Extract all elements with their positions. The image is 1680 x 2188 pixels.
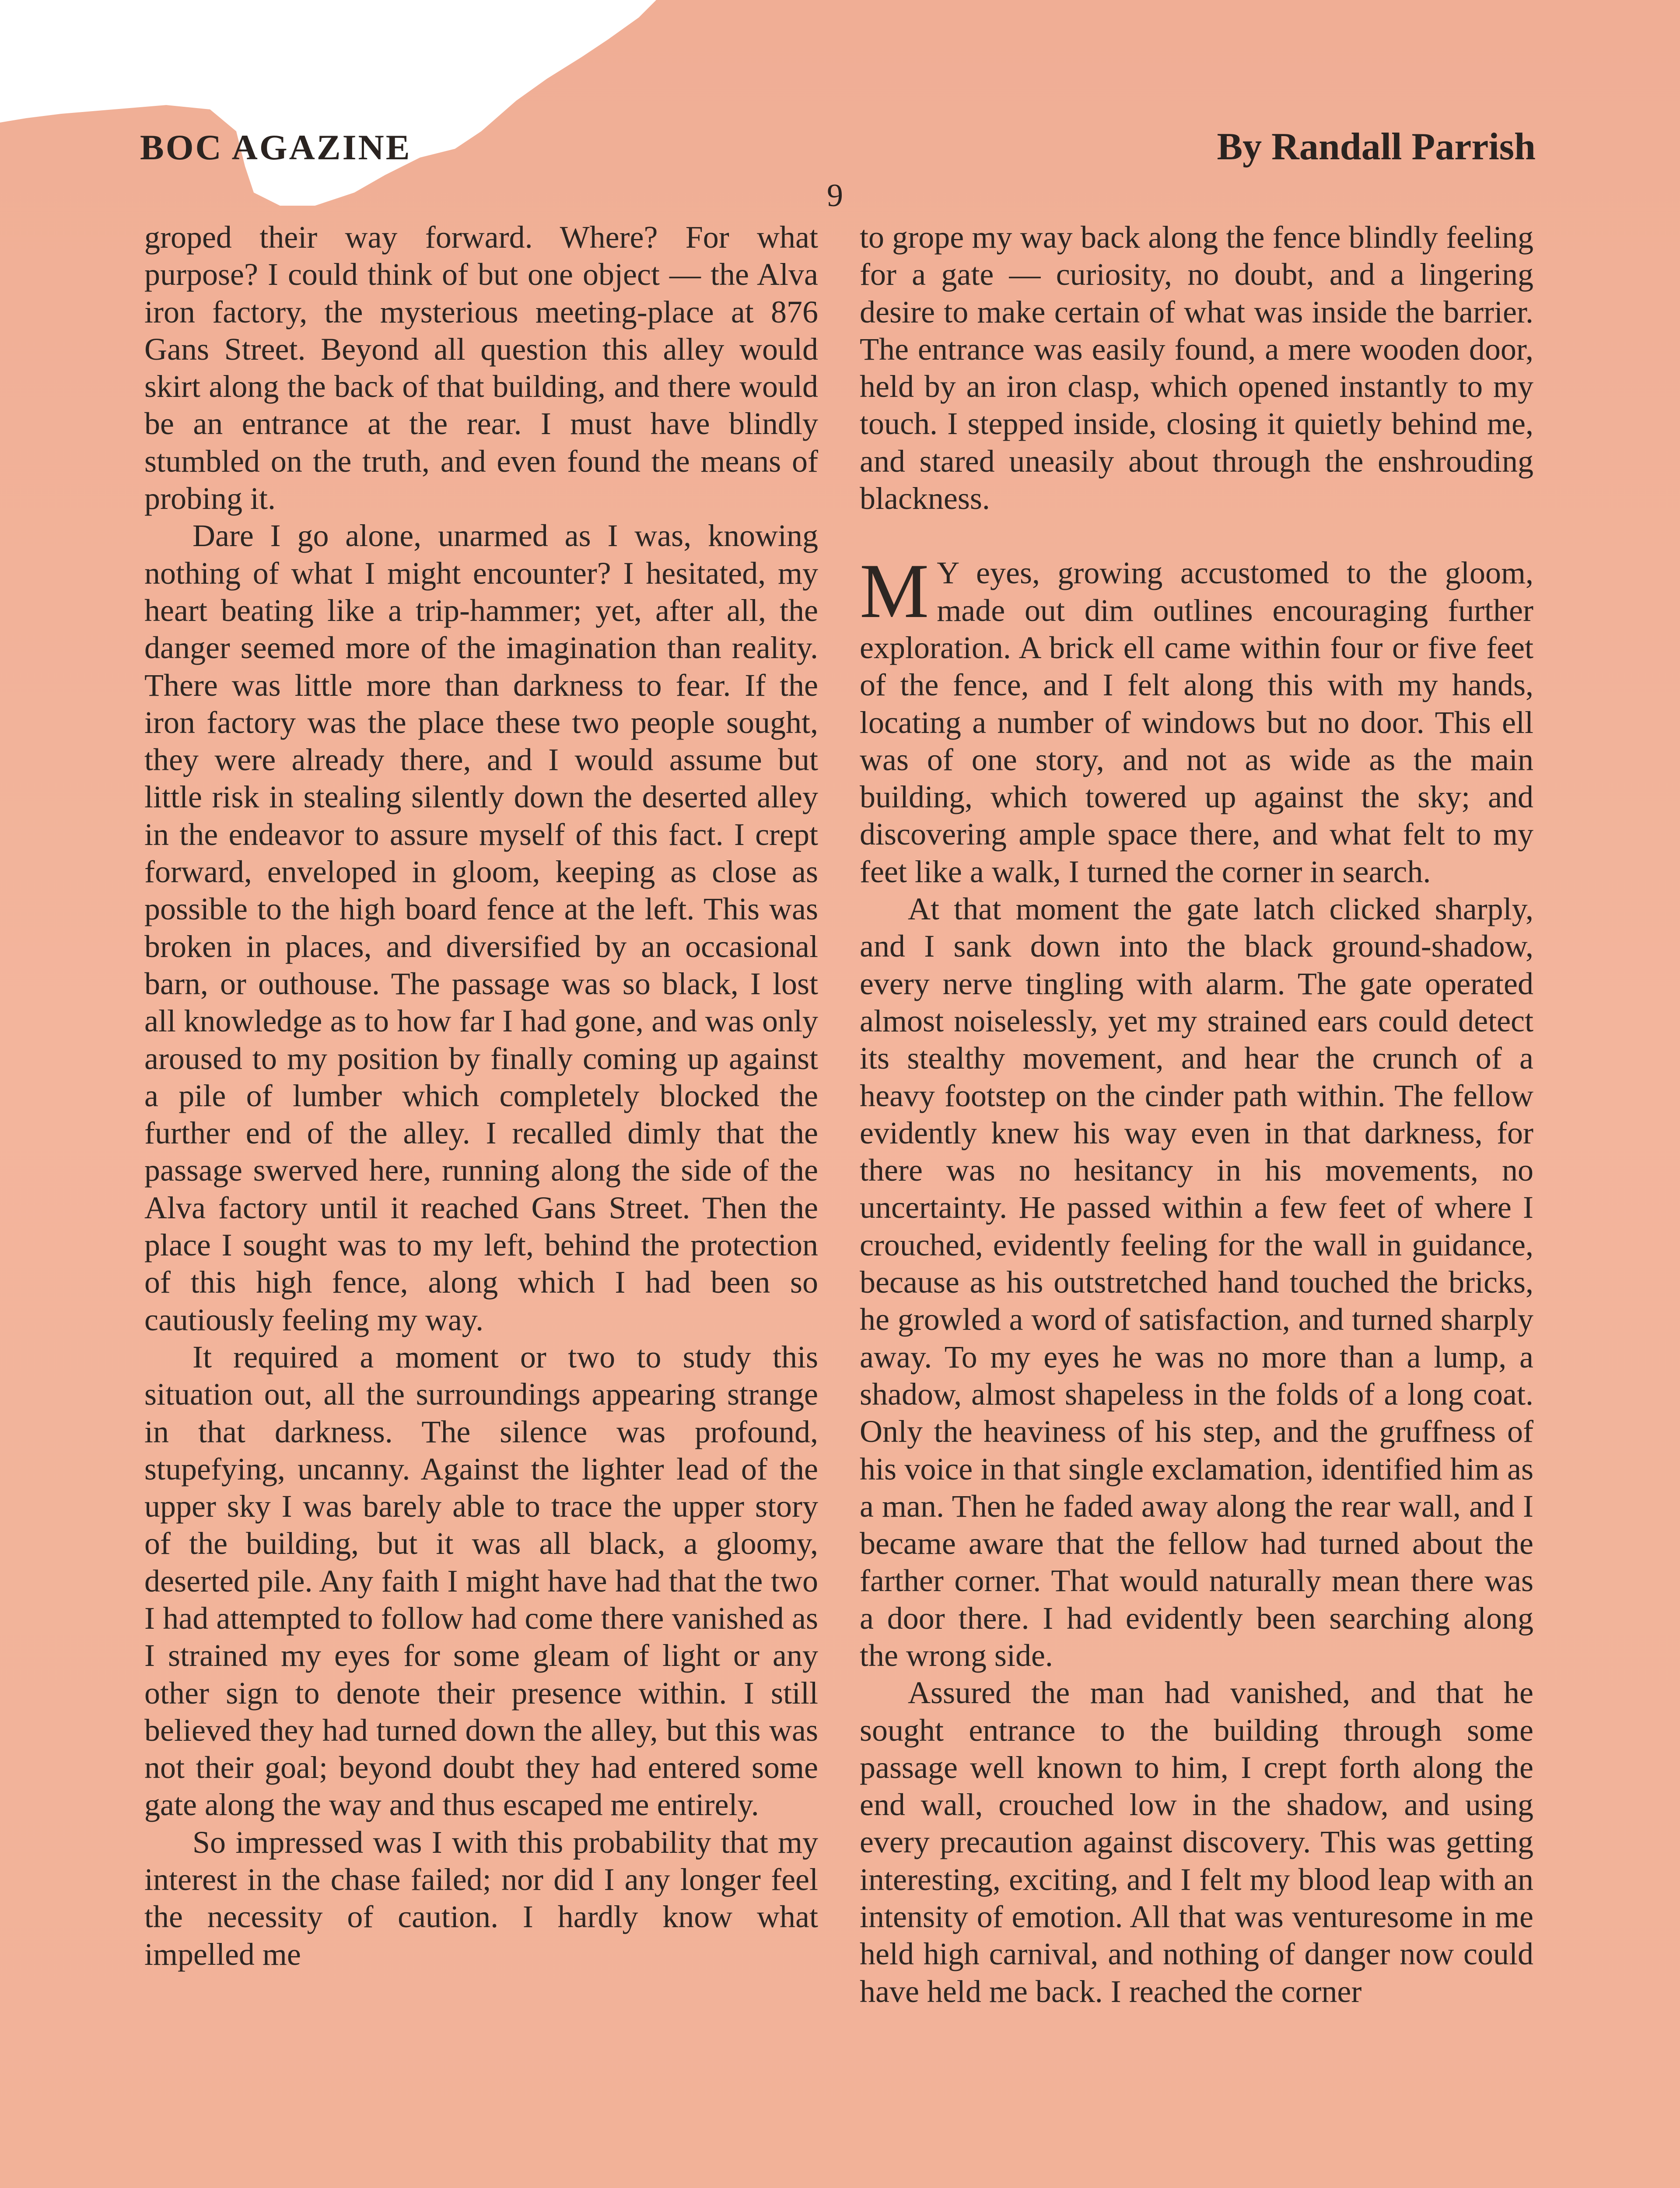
magazine-title: BOC AGAZINE xyxy=(140,127,412,167)
paragraph: groped their way forward. Where? For what purpose? I could think of but one object — the Alva iron factory, the mysterious meeting-place at 876 Gans Street. Beyond all question this alley would skirt along the back of that building, and there would be an entrance at the rear. I must have blindly stumbled on the truth, and even found the means of probing it. xyxy=(144,220,818,516)
paragraph: It required a moment or two to study this situation out, all the surroundings appearing strange in that darkness. The silence was profound, stupefying, uncanny. Against the lighter lead of the upper sky I was barely able to trace the upper story of the building, but it was all black, a gloomy, deserted pile. Any faith I might have had that the two I had attempted to follow had come there vanished as I strained my eyes for some gleam of light or any other sign to denote their presence within. I still believed they had turned down the alley, but this was not their goal; beyond doubt they had entered some gate along the way and thus escaped me entirely. xyxy=(144,1339,818,1823)
paragraph: Dare I go alone, unarmed as I was, knowing nothing of what I might encounter? I hesitated, my heart beating like a trip-hammer; yet, after all, the danger seemed more of the imagination than reality. There was little more than darkness to fear. If the iron factory was the place these two people sought, they were already there, and I would assume but little risk in stealing silently down the deserted alley in the endeavor to assure myself of this fact. I crept forward, enveloped in gloom, keeping as close as possible to the high board fence at the left. This was broken in places, and diversified by an occasional barn, or outhouse. The passage was so black, I lost all knowledge as to how far I had gone, and was only aroused to my position by finally coming up against a pile of lumber which completely blocked the further end of the alley. I recalled dimly that the passage swerved here, running along the side of the Alva factory until it reached Gans Street. Then the place I sought was to my left, behind the protection of this high fence, along which I had been so cautiously feeling my way. xyxy=(144,518,818,1337)
paragraph-dropcap xyxy=(860,547,1533,891)
paragraph: Assured the man had vanished, and that he sought entrance to the building through some passage well known to him, I crept forth along the end wall, crouched low in the shadow, and using every precaution against discovery. This was getting interesting, exciting, and I felt my blood leap with an intensity of emotion. All that was venturesome in me held high carnival, and nothing of danger now could have held me back. I reached the corner xyxy=(860,1675,1533,2009)
paragraph: to grope my way back along the fence blindly feeling for a gate — curiosity, no doubt, and a lingering desire to make certain of what was inside the barrier. The entrance was easily found, a mere wooden door, held by an iron clasp, which opened instantly to my touch. I stepped inside, closing it quietly behind me, and stared uneasily about through the enshrouding blackness. xyxy=(860,220,1533,516)
torn-corner xyxy=(0,0,656,245)
paragraph: So impressed was I with this probability that my interest in the chase failed; nor did I any longer feel the necessity of caution. I hardly know what impelled me xyxy=(144,1824,818,1972)
right-column xyxy=(860,219,1533,2010)
left-column xyxy=(144,219,818,1973)
author-byline: By Randall Parrish xyxy=(1217,126,1536,168)
drop-cap: M xyxy=(860,547,929,635)
paragraph: At that moment the gate latch clicked sharply, and I sank down into the black ground-shadow, every nerve tingling with alarm. The gate operated almost noiselessly, yet my strained ears could detect its stealthy movement, and hear the crunch of a heavy footstep on the cinder path within. The fellow evidently knew his way even in that darkness, for there was no hesitancy in his movements, no uncertainty. He passed within a few feet of where I crouched, evidently feeling for the wall in guidance, because as his outstretched hand touched the bricks, he growled a word of satisfaction, and turned sharply away. To my eyes he was no more than a lump, a shadow, almost shapeless in the folds of a long coat. Only the heaviness of his step, and the gruffness of his voice in that single exclamation, identified him as a man. Then he faded away along the rear wall, and I became aware that the fellow had turned about the farther corner. That would naturally mean there was a door there. I had evidently been searching along the wrong side. xyxy=(860,891,1533,1673)
paragraph-text: Y eyes, growing accustomed to the gloom, made out dim outlines encouraging further exploration. A brick ell came within four or five feet of the fence, and I felt along this with my hands, locating a number of windows but no door. This ell was of one story, and not as wide as the main building, which towered up against the sky; and discovering ample space there, and what felt to my feet like a walk, I turned the corner in search. xyxy=(860,555,1533,889)
page-number: 9 xyxy=(827,178,843,214)
